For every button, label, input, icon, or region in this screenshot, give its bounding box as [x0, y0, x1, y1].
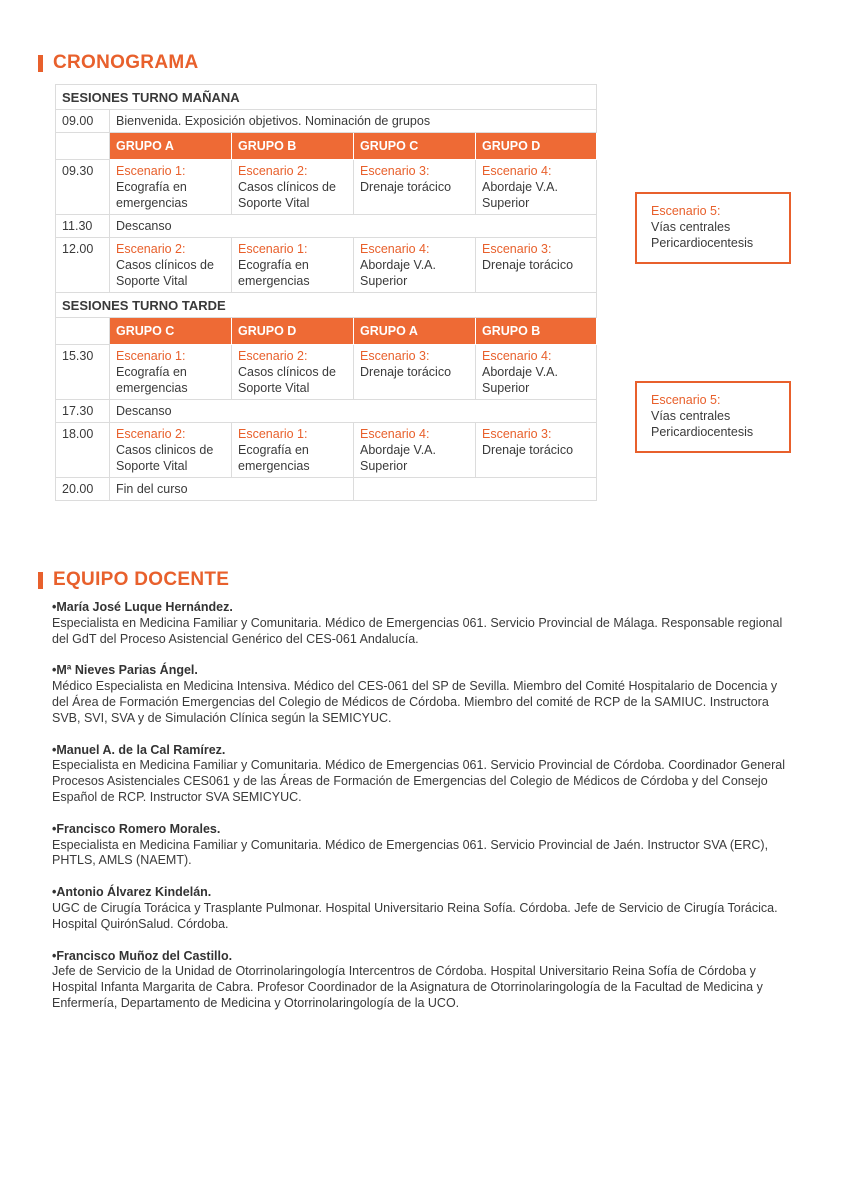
scenario-cell: [232, 160, 354, 215]
scenario-cell: [354, 423, 476, 478]
scenario-label: Escenario 4:: [482, 349, 552, 363]
scenario-activity: Drenaje torácico: [360, 180, 452, 194]
faculty-bio: UGC de Cirugía Torácica y Trasplante Pulmonar. Hospital Universitario Reina Sofía. Córdoba. Jefe de Servicio de Cirugía Torácica. Hospital QuirónSalud. Córdoba.: [52, 900, 778, 931]
scenario-activity: Abordaje V.A. Superior: [360, 258, 436, 288]
time-cell: 20.00: [56, 478, 110, 501]
group-label: GRUPO C: [110, 318, 232, 345]
faculty-member: [52, 663, 792, 726]
activity-cell: Bienvenida. Exposición objetivos. Nominación de grupos: [110, 110, 597, 133]
faculty-member: [52, 949, 792, 1012]
scenario-activity: Pericardiocentesis: [651, 236, 754, 250]
scenario-label: Escenario 4:: [360, 242, 430, 256]
scenario-activity: Vías centrales: [651, 409, 731, 423]
scenario-label: Escenario 1:: [238, 427, 308, 441]
scenario-activity: Ecografía en emergencias: [116, 180, 188, 210]
session-header-row: [56, 293, 597, 318]
faculty-name: •Manuel A. de la Cal Ramírez.: [52, 742, 226, 757]
group-header-row: [56, 133, 597, 160]
scenario-label: Escenario 3:: [482, 427, 552, 441]
scenario-activity: Ecografía en emergencias: [116, 365, 188, 395]
time-cell: 17.30: [56, 400, 110, 423]
scenario-label: Escenario 5:: [651, 204, 721, 218]
time-cell: 18.00: [56, 423, 110, 478]
faculty-member: [52, 885, 792, 932]
scenario-label: Escenario 4:: [482, 164, 552, 178]
scenario-cell: [354, 238, 476, 293]
scenario-activity: Abordaje V.A. Superior: [482, 365, 558, 395]
faculty-bio: Jefe de Servicio de la Unidad de Otorrinolaringología Intercentros de Córdoba. Hospital Universitario Reina Sofía de Córdoba y Hospital Infanta Margarita de Cabra. Profesor Coordinador de la Asignatura de Otorrinolaringología de la Facultad de Medicina y Enfermería, Departamento de Medicina y Otorrinolaringología de la UCO.: [52, 964, 763, 1010]
scenario-label: Escenario 2:: [116, 242, 186, 256]
scenario-label: Escenario 3:: [360, 164, 430, 178]
faculty-list: [52, 600, 792, 1028]
scenario-cell: [110, 238, 232, 293]
faculty-member: [52, 743, 792, 806]
session-header-row: [56, 85, 597, 110]
table-row: [56, 345, 597, 400]
table-row: [56, 238, 597, 293]
group-label: GRUPO A: [110, 133, 232, 160]
faculty-name: •Mª Nieves Parias Ángel.: [52, 663, 198, 678]
table-row: [56, 110, 597, 133]
time-cell: 15.30: [56, 345, 110, 400]
faculty-name: •Francisco Romero Morales.: [52, 821, 221, 836]
section-marker: [38, 572, 43, 589]
scenario-activity: Casos clinicos de Soporte Vital: [116, 443, 214, 473]
scenario-activity: Ecografía en emergencias: [238, 443, 310, 473]
empty-cell: [56, 133, 110, 160]
group-label: GRUPO B: [476, 318, 597, 345]
scenario-activity: Abordaje V.A. Superior: [360, 443, 436, 473]
group-label: GRUPO B: [232, 133, 354, 160]
scenario-cell: [476, 160, 597, 215]
empty-cell: [354, 478, 597, 501]
equipo-docente-title-text: EQUIPO DOCENTE: [53, 569, 230, 590]
scenario-label: Escenario 4:: [360, 427, 430, 441]
group-label: GRUPO C: [354, 133, 476, 160]
group-header-row: [56, 318, 597, 345]
session-title-afternoon: SESIONES TURNO TARDE: [56, 293, 597, 318]
scenario-cell: [476, 345, 597, 400]
scenario-activity: Ecografía en emergencias: [238, 258, 310, 288]
schedule-table: [55, 84, 597, 501]
group-label: GRUPO D: [476, 133, 597, 160]
section-marker: [38, 55, 43, 72]
session-title-morning: SESIONES TURNO MAÑANA: [56, 85, 597, 110]
scenario-5-box-afternoon: [635, 381, 791, 453]
activity-cell: Descanso: [110, 400, 597, 423]
scenario-label: Escenario 5:: [651, 393, 721, 407]
scenario-activity: Vías centrales: [651, 220, 731, 234]
table-row: [56, 160, 597, 215]
empty-cell: [56, 318, 110, 345]
scenario-label: Escenario 1:: [238, 242, 308, 256]
time-cell: 09.00: [56, 110, 110, 133]
cronograma-title: [38, 52, 199, 74]
scenario-activity: Drenaje torácico: [482, 258, 574, 272]
time-cell: 09.30: [56, 160, 110, 215]
scenario-cell: [476, 423, 597, 478]
scenario-activity: Drenaje torácico: [360, 365, 452, 379]
scenario-label: Escenario 2:: [116, 427, 186, 441]
time-cell: 11.30: [56, 215, 110, 238]
scenario-cell: [110, 345, 232, 400]
faculty-bio: Especialista en Medicina Familiar y Comunitaria. Médico de Emergencias 061. Servicio Provincial de Córdoba. Coordinador General Procesos Asistenciales CES061 y de las Áreas de Formación de Emergencias del Colegio de Médicos de Córdoba y del Consejo Español de RCP. Instructor SVA SEMICYUC.: [52, 758, 785, 804]
scenario-cell: [110, 423, 232, 478]
table-row: [56, 423, 597, 478]
scenario-activity: Casos clínicos de Soporte Vital: [116, 258, 214, 288]
scenario-label: Escenario 1:: [116, 349, 186, 363]
activity-cell: Fin del curso: [110, 478, 354, 501]
scenario-label: Escenario 1:: [116, 164, 186, 178]
faculty-bio: Especialista en Medicina Familiar y Comunitaria. Médico de Emergencias 061. Servicio Provincial de Málaga. Responsable regional del GdT del Proceso Asistencial Genérico del CES-061 Andalucía.: [52, 615, 783, 646]
scenario-activity: Abordaje V.A. Superior: [482, 180, 558, 210]
scenario-activity: Casos clínicos de Soporte Vital: [238, 365, 336, 395]
faculty-name: •Francisco Muñoz del Castillo.: [52, 948, 233, 963]
activity-cell: Descanso: [110, 215, 597, 238]
faculty-name: •María José Luque Hernández.: [52, 600, 233, 614]
faculty-name: •Antonio Álvarez Kindelán.: [52, 885, 212, 900]
scenario-cell: [232, 345, 354, 400]
scenario-cell: [354, 345, 476, 400]
scenario-label: Escenario 3:: [482, 242, 552, 256]
scenario-label: Escenario 2:: [238, 349, 308, 363]
equipo-docente-title: [38, 569, 229, 591]
faculty-member: [52, 600, 792, 647]
table-row: [56, 400, 597, 423]
scenario-label: Escenario 3:: [360, 349, 430, 363]
scenario-cell: [110, 160, 232, 215]
scenario-activity: Casos clínicos de Soporte Vital: [238, 180, 336, 210]
table-row: [56, 215, 597, 238]
scenario-label: Escenario 2:: [238, 164, 308, 178]
scenario-5-box-morning: [635, 192, 791, 264]
faculty-bio: Especialista en Medicina Familiar y Comunitaria. Médico de Emergencias 061. Servicio Provincial de Jaén. Instructor SVA (ERC), PHTLS, AMLS (NAEMT).: [52, 837, 769, 868]
table-row: [56, 478, 597, 501]
scenario-activity: Pericardiocentesis: [651, 425, 754, 439]
scenario-activity: Drenaje torácico: [482, 443, 574, 457]
cronograma-title-text: CRONOGRAMA: [53, 52, 199, 73]
faculty-member: [52, 822, 792, 869]
scenario-cell: [232, 238, 354, 293]
scenario-cell: [232, 423, 354, 478]
scenario-cell: [476, 238, 597, 293]
group-label: GRUPO D: [232, 318, 354, 345]
group-label: GRUPO A: [354, 318, 476, 345]
scenario-cell: [354, 160, 476, 215]
faculty-bio: Médico Especialista en Medicina Intensiva. Médico del CES-061 del SP de Sevilla. Miembro del Comité Hospitalario de Docencia y del Área de Formación Emergencias del Colegio de Médicos de Córdoba. Miembro del comité de RCP de la SAMIUC. Instructora SVB, SVI, SVA y de Simulación Clínica según la SEMICYUC.: [52, 679, 778, 725]
time-cell: 12.00: [56, 238, 110, 293]
